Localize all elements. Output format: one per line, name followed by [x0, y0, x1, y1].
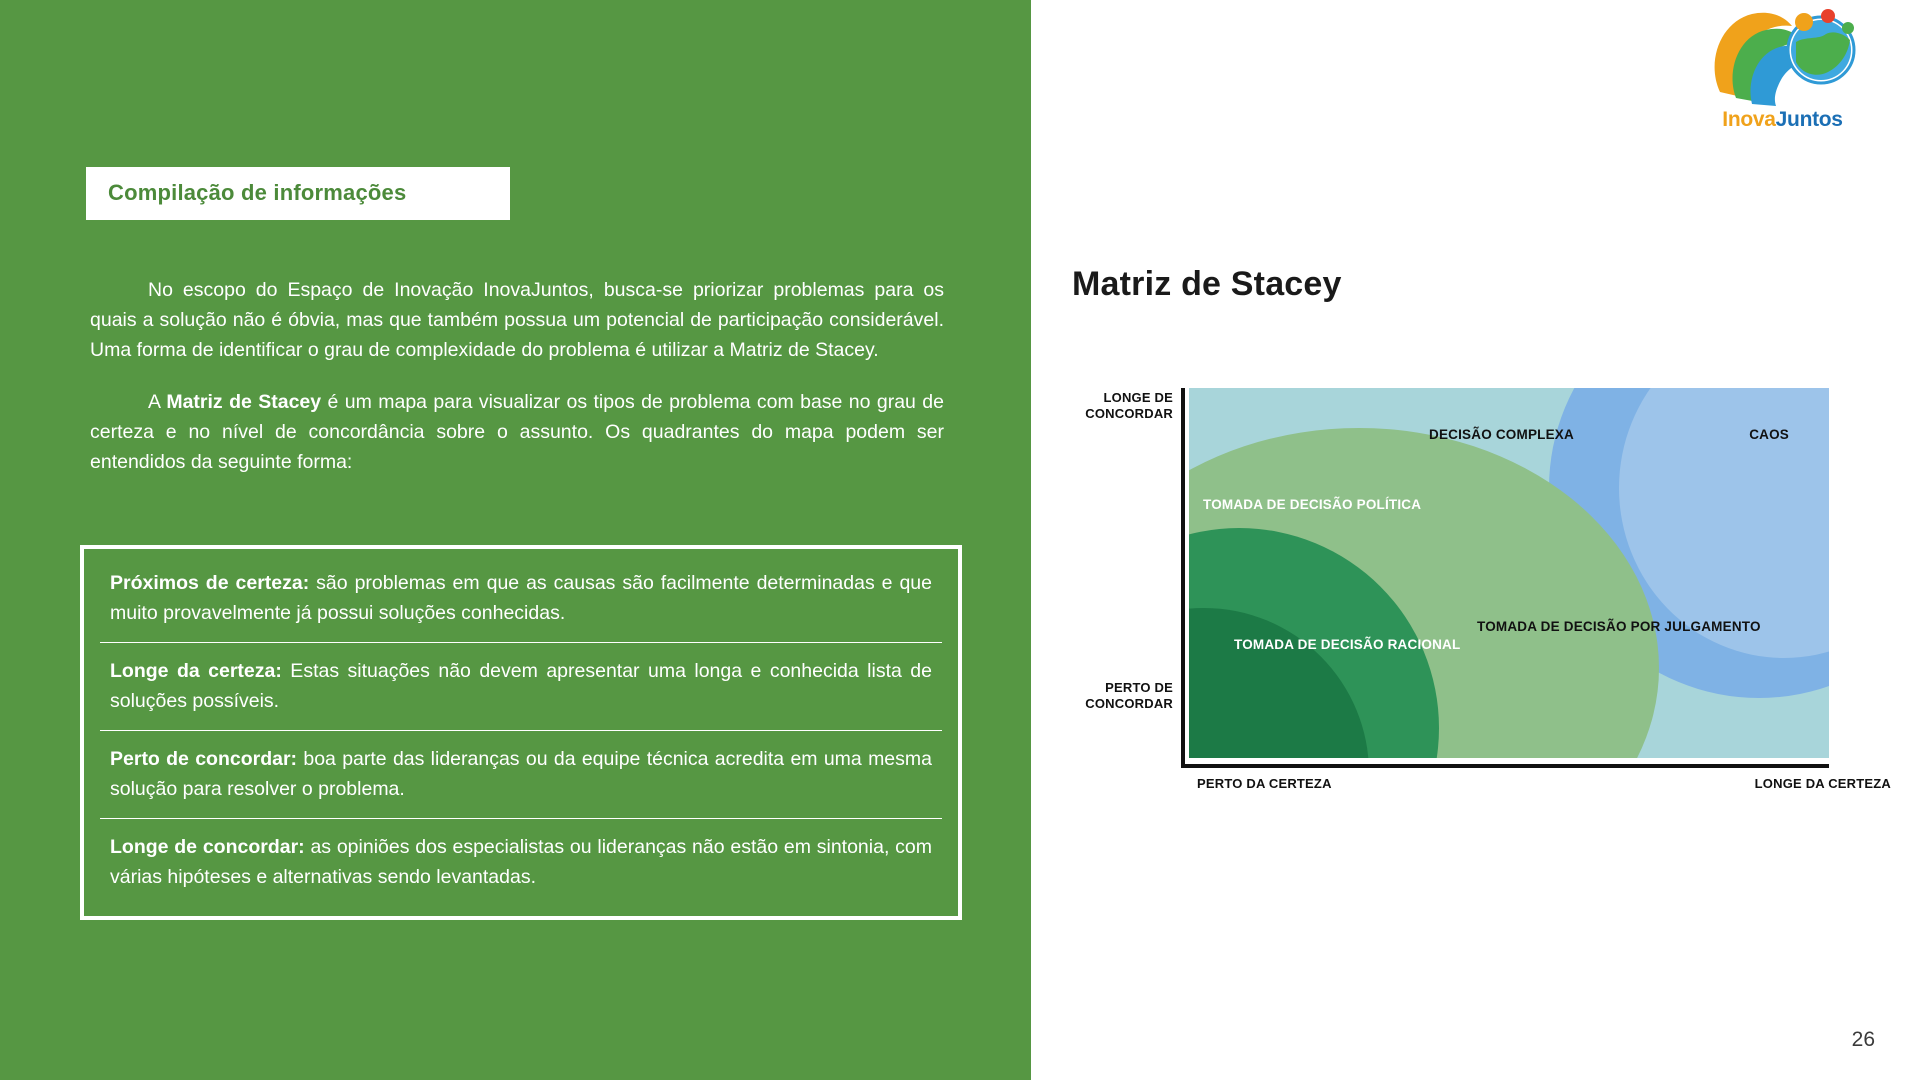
matrix-plot-area	[1189, 388, 1829, 758]
logo-word-juntos: Juntos	[1775, 108, 1843, 131]
definition-item	[100, 819, 942, 906]
zone-label-decisao-racional: TOMADA DE DECISÃO RACIONAL	[1234, 637, 1461, 652]
zone-label-decisao-complexa: DECISÃO COMPLEXA	[1429, 427, 1574, 442]
zone-label-decisao-julgamento: TOMADA DE DECISÃO POR JULGAMENTO	[1477, 619, 1761, 634]
section-tag-label: Compilação de informações	[108, 180, 407, 205]
definition-term: Longe da certeza:	[110, 660, 282, 682]
definition-text: as opiniões dos especialistas ou lideranças não estão em sintonia, com várias hipóteses e alternativas sendo levantadas.	[110, 836, 932, 888]
paragraph-2-lead: A	[148, 391, 167, 413]
zone-label-caos: CAOS	[1749, 427, 1789, 442]
x-axis-tick-longe-certeza: LONGE DA CERTEZA	[1754, 776, 1891, 791]
right-content-panel	[1031, 0, 1920, 1080]
definition-item	[100, 731, 942, 819]
definition-item	[100, 555, 942, 643]
zone-label-decisao-politica: TOMADA DE DECISÃO POLÍTICA	[1203, 497, 1422, 512]
logo-icon	[1700, 6, 1865, 110]
definition-term: Perto de concordar:	[110, 748, 298, 770]
definition-item	[100, 643, 942, 731]
definition-term: Próximos de certeza:	[110, 572, 310, 594]
x-axis-line	[1181, 764, 1829, 768]
x-axis-tick-perto-certeza: PERTO DA CERTEZA	[1197, 776, 1332, 791]
paragraph-2	[90, 387, 944, 477]
definitions-box	[80, 545, 962, 920]
definition-text: são problemas em que as causas são facilmente determinadas e que muito provavelmente já possui soluções conhecidas.	[110, 572, 932, 624]
page-number: 26	[1851, 1028, 1875, 1051]
inovajuntos-logo	[1700, 6, 1865, 136]
paragraph-1: No escopo do Espaço de Inovação InovaJuntos, busca-se priorizar problemas para os quais a solução não é óbvia, mas que também possua um potencial de participação considerável. Uma forma de identificar o grau de complexidade do problema é utilizar a Matriz de Stacey.	[90, 279, 944, 361]
stacey-matrix-chart	[1051, 378, 1891, 798]
definition-term: Longe de concordar:	[110, 836, 305, 858]
section-tag	[86, 167, 510, 220]
paragraph-2-bold: Matriz de Stacey	[166, 391, 322, 413]
matrix-title: Matriz de Stacey	[1072, 265, 1342, 303]
logo-word-inova: Inova	[1722, 108, 1776, 131]
logo-wordmark	[1700, 108, 1865, 132]
y-axis-line	[1181, 388, 1185, 768]
y-axis-tick-longe-concordar: LONGE DE CONCORDAR	[1085, 390, 1173, 421]
y-axis-tick-perto-concordar: PERTO DE CONCORDAR	[1085, 680, 1173, 711]
definition-text: boa parte das lideranças ou da equipe técnica acredita em uma mesma solução para resolver o problema.	[110, 748, 932, 800]
definition-text: Estas situações não devem apresentar uma longa e conhecida lista de soluções possíveis.	[110, 660, 932, 712]
paragraph-2-rest: é um mapa para visualizar os tipos de problema com base no grau de certeza e no nível de concordância sobre o assunto. Os quadrantes do mapa podem ser entendidos da seguinte forma:	[90, 391, 944, 473]
body-text-block	[90, 275, 944, 477]
